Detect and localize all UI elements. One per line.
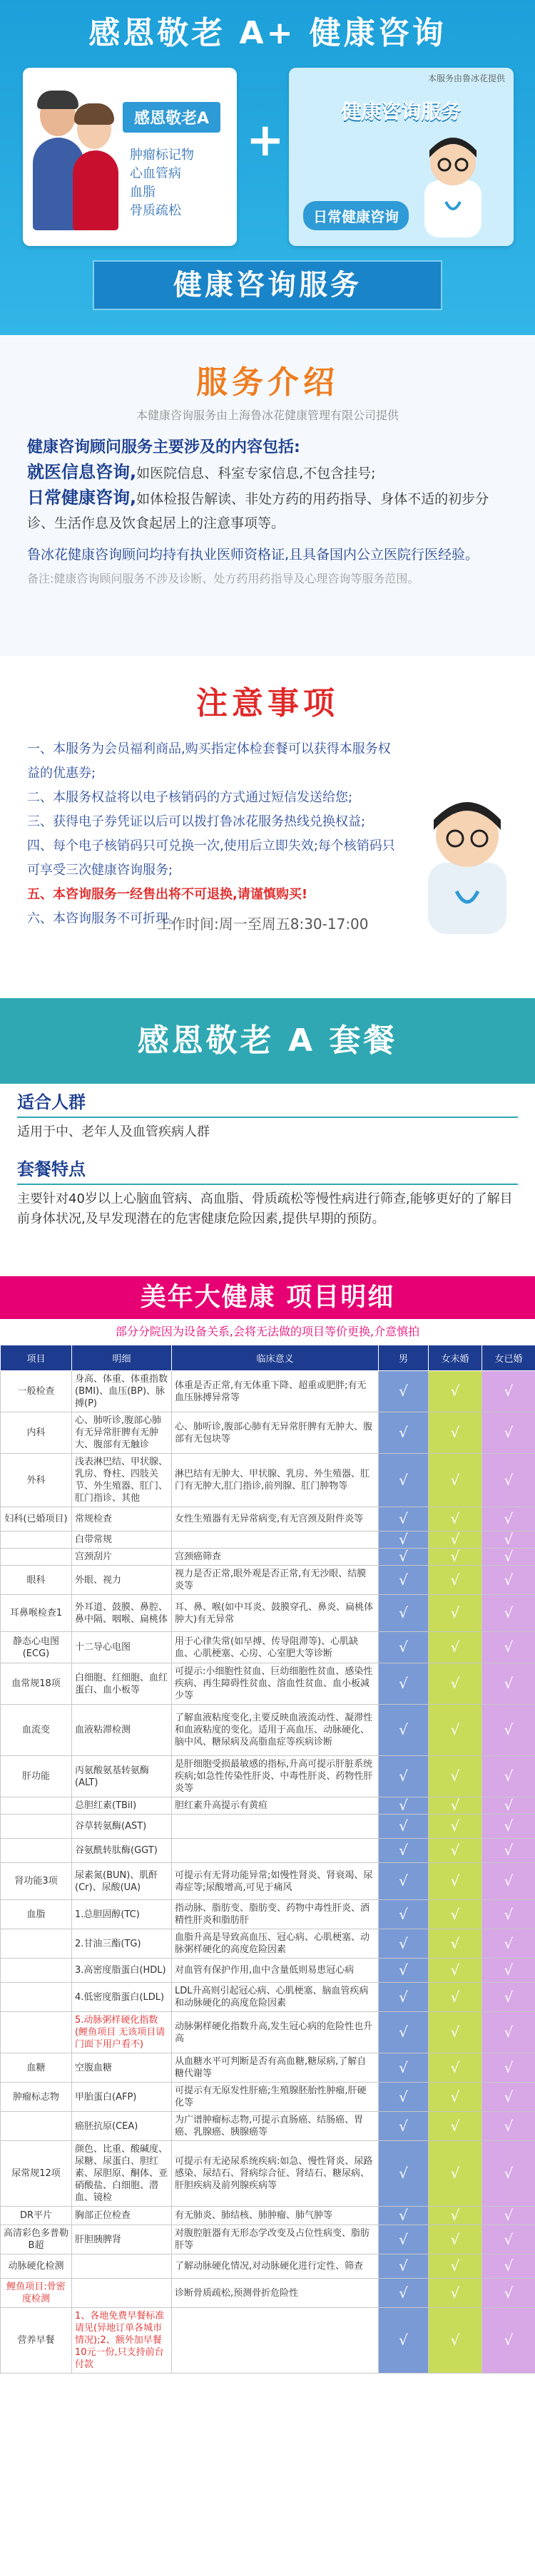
detail-cell: 1.总胆固醇(TC) xyxy=(72,1900,172,1929)
table-row xyxy=(1,1531,535,1549)
check-male: √ xyxy=(379,1549,429,1566)
intro-item: 日常健康咨询,如体检报告解读、非处方药的用药指导、身体不适的初步分诊、生活作息及饮食起居上的注意事项等。 xyxy=(27,488,489,531)
column-header: 女未婚 xyxy=(429,1345,482,1371)
hero-banner xyxy=(0,0,535,335)
project-cell: 肿瘤标志物 xyxy=(1,2083,72,2112)
items-table xyxy=(0,1345,535,2374)
project-cell xyxy=(1,1797,72,1815)
project-cell xyxy=(1,1929,72,1959)
meaning-cell: 耳、鼻、喉(如中耳炎、鼓膜穿孔、鼻炎、扁桃体肿大)有无异常 xyxy=(172,1595,379,1632)
audience-block xyxy=(0,1084,535,1151)
provider-note: 本服务由鲁冰花提供 xyxy=(427,73,505,83)
check-female-single: √ xyxy=(429,2112,482,2141)
detail-cell: 谷氨酰转肽酶(GGT) xyxy=(72,1839,172,1863)
meaning-cell: 是肝细胞受损最敏感的指标,升高可提示肝脏系统疾病;如急性传染性肝炎、中毒性肝炎、药物性肝炎等 xyxy=(172,1756,379,1797)
check-female-single: √ xyxy=(429,1632,482,1663)
check-female-single: √ xyxy=(429,1531,482,1549)
project-cell xyxy=(1,1549,72,1566)
detail-cell: 2.甘油三酯(TG) xyxy=(72,1929,172,1959)
check-female-married: √ xyxy=(482,1900,535,1929)
check-male: √ xyxy=(379,1705,429,1756)
notice-item: 一、本服务为会员福利商品,购买指定体检套餐可以获得本服务权益的优惠券; xyxy=(27,742,391,781)
notice-item: 五、本咨询服务一经售出将不可退换,请谨慎购买! xyxy=(27,887,308,902)
intro-item: 就医信息咨询,如医院信息、科室专家信息,不包含挂号; xyxy=(27,462,376,482)
notice-item: 二、本服务权益将以电子核销码的方式通过短信发送给您; xyxy=(27,790,353,805)
meaning-cell: 可提示:小细胞性贫血、巨幼细胞性贫血、感染性疾病、再生障碍性贫血、溶血性贫血、血小板减少等 xyxy=(172,1663,379,1705)
table-row xyxy=(1,1371,535,1412)
detail-cell: 4.低密度脂蛋白(LDL) xyxy=(72,1983,172,2012)
project-cell xyxy=(1,2012,72,2053)
detail-cell: 宫颈刮片 xyxy=(72,1549,172,1566)
detail-cell: 白带常规 xyxy=(72,1531,172,1549)
audience-text: 适用于中、老年人及血管疾病人群 xyxy=(17,1124,210,1139)
check-female-married: √ xyxy=(482,1566,535,1595)
package-info xyxy=(0,1084,535,1276)
meaning-cell: 心、肺听诊,腹部心肺有无异常肝脾有无肿大、腹部有无包块等 xyxy=(172,1412,379,1454)
check-male: √ xyxy=(379,2053,429,2083)
check-male: √ xyxy=(379,2112,429,2141)
check-female-married: √ xyxy=(482,1983,535,2012)
table-row xyxy=(1,1900,535,1929)
check-female-married: √ xyxy=(482,2112,535,2141)
feature-text: 主要针对40岁以上心脑血管病、高血脂、骨质疏松等慢性病进行筛查,能够更好的了解目前身体状况,及早发现潜在的危害健康危险因素,提供早期的预防。 xyxy=(17,1191,513,1226)
project-cell xyxy=(1,2112,72,2141)
check-male: √ xyxy=(379,2308,429,2374)
check-male: √ xyxy=(379,1632,429,1663)
project-cell: 血糖 xyxy=(1,2053,72,2083)
hero-title: 感恩敬老 A+ 健康咨询 xyxy=(88,15,447,51)
check-male: √ xyxy=(379,1900,429,1929)
check-female-single: √ xyxy=(429,2308,482,2374)
check-male: √ xyxy=(379,2141,429,2207)
table-row xyxy=(1,2012,535,2053)
detail-cell: 胸部正位检查 xyxy=(72,2207,172,2225)
project-cell: 血常规18项 xyxy=(1,1663,72,1705)
check-male: √ xyxy=(379,1531,429,1549)
project-cell xyxy=(1,1531,72,1549)
table-row xyxy=(1,2083,535,2112)
intro-subtitle: 本健康咨询服务由上海鲁冰花健康管理有限公司提供 xyxy=(136,409,399,422)
meaning-cell xyxy=(172,2308,379,2374)
meaning-cell: 从血糖水平可判断是否有高血糖,糖尿病,了解自糖代谢等 xyxy=(172,2053,379,2083)
check-male: √ xyxy=(379,1929,429,1959)
check-male: √ xyxy=(379,1959,429,1983)
check-female-single: √ xyxy=(429,1797,482,1815)
meaning-cell: 指动脉、脂肪变、脂肪变、药物中毒性肝炎、酒精性肝炎和脂肪肝 xyxy=(172,1900,379,1929)
notice-list xyxy=(0,723,399,931)
table-row xyxy=(1,1797,535,1815)
meaning-cell: 了解动脉硬化情况,对动脉硬化进行定性、筛查 xyxy=(172,2254,379,2279)
check-female-married: √ xyxy=(482,2308,535,2374)
project-cell: 动脉硬化检测 xyxy=(1,2254,72,2279)
package-item: 心血管病 xyxy=(130,166,181,181)
detail-cell: 颜色、比重、酸碱度、尿糖、尿蛋白、胆红素、尿胆原、酮体、亚硝酸盐、白细胞、潜血、镜检 xyxy=(72,2141,172,2207)
detail-cell: 丙氨酸氨基转氨酶(ALT) xyxy=(72,1756,172,1797)
notice-item: 四、每个电子核销码只可兑换一次,使用后立即失效;每个核销码只可享受三次健康咨询服务; xyxy=(27,838,395,878)
doctor-icon xyxy=(414,791,521,934)
table-row xyxy=(1,2141,535,2207)
check-female-single: √ xyxy=(429,1507,482,1531)
detail-cell: 浅表淋巴结、甲状腺、乳房、脊柱、四肢关节、外生殖器、肛门、肛门指诊、其他 xyxy=(72,1454,172,1507)
check-female-married: √ xyxy=(482,1454,535,1507)
service-title: 健康咨询服务 xyxy=(341,100,462,123)
table-row xyxy=(1,2254,535,2279)
detail-cell: 3.高密度脂蛋白(HDL) xyxy=(72,1959,172,1983)
check-female-single: √ xyxy=(429,1705,482,1756)
intro-section xyxy=(0,335,535,656)
check-male: √ xyxy=(379,1371,429,1412)
table-row xyxy=(1,1756,535,1797)
notice-section xyxy=(0,656,535,998)
detail-cell: 外眼、视力 xyxy=(72,1566,172,1595)
check-female-single: √ xyxy=(429,2053,482,2083)
project-cell: DR平片 xyxy=(1,2207,72,2225)
table-row xyxy=(1,2225,535,2254)
meaning-cell: 诊断骨质疏松,预测骨折危险性 xyxy=(172,2279,379,2308)
check-female-married: √ xyxy=(482,2053,535,2083)
meaning-cell: 了解血液粘度变化,主要反映血液流动性、凝滞性和血液粘度的变化。适用于高血压、动脉硬化、脑中风、糖尿病及高脂血症等疾病诊断 xyxy=(172,1705,379,1756)
detail-cell: 尿素氮(BUN)、肌酐(Cr)、尿酸(UA) xyxy=(72,1863,172,1900)
meaning-cell: 对腹腔脏器有无形态学改变及占位性病变、脂肪肝等 xyxy=(172,2225,379,2254)
table-row xyxy=(1,1454,535,1507)
meaning-cell: 可提示有无肾功能异常;如慢性肾炎、肾衰竭、尿毒症等;尿酸增高,可见于痛风 xyxy=(172,1863,379,1900)
table-subtitle: 部分分院因为设备关系,会将无法做的项目等价更换,介意慎拍 xyxy=(0,1319,535,1345)
table-row xyxy=(1,2207,535,2225)
project-cell: 血脂 xyxy=(1,1900,72,1929)
check-male: √ xyxy=(379,1863,429,1900)
project-cell: 外科 xyxy=(1,1454,72,1507)
detail-cell xyxy=(72,2279,172,2308)
intro-body xyxy=(0,423,535,591)
project-cell: 血流变 xyxy=(1,1705,72,1756)
table-header-row xyxy=(1,1345,535,1371)
meaning-cell: 血脂升高是导致高血压、冠心病、心肌梗塞、动脉粥样硬化的高度危险因素 xyxy=(172,1929,379,1959)
elderly-couple-image xyxy=(33,88,118,230)
project-cell: 肾功能3项 xyxy=(1,1863,72,1900)
check-female-single: √ xyxy=(429,2083,482,2112)
meaning-cell: 体重是否正常,有无体重下降、超重或肥胖;有无血压脉搏异常等 xyxy=(172,1371,379,1412)
check-male: √ xyxy=(379,2012,429,2053)
check-female-single: √ xyxy=(429,1454,482,1507)
package-item: 血脂 xyxy=(130,185,156,200)
package-tag: 感恩敬老A xyxy=(123,102,220,133)
check-female-married: √ xyxy=(482,1756,535,1797)
detail-cell: 谷草转氨酶(AST) xyxy=(72,1815,172,1839)
project-cell xyxy=(1,1815,72,1839)
doctor-icon xyxy=(414,130,492,237)
table-row xyxy=(1,1507,535,1531)
package-item: 骨质疏松 xyxy=(130,203,181,218)
check-female-married: √ xyxy=(482,1507,535,1531)
check-male: √ xyxy=(379,1839,429,1863)
meaning-cell: 淋巴结有无肿大、甲状腺、乳房、外生殖器、肛门有无肿大,肛门指诊,前列腺、肛门肿物等 xyxy=(172,1454,379,1507)
detail-cell xyxy=(72,2254,172,2279)
check-female-single: √ xyxy=(429,1566,482,1595)
check-female-single: √ xyxy=(429,1663,482,1705)
meaning-cell xyxy=(172,1839,379,1863)
meaning-cell xyxy=(172,1815,379,1839)
check-female-single: √ xyxy=(429,1863,482,1900)
table-row xyxy=(1,1705,535,1756)
check-female-single: √ xyxy=(429,2279,482,2308)
meaning-cell: 女性生殖器有无异常病变,有无宫颈及附件炎等 xyxy=(172,1507,379,1531)
notice-item: 三、获得电子券凭证以后可以拨打鲁冰花服务热线兑换权益; xyxy=(27,814,366,829)
detail-cell: 空腹血糖 xyxy=(72,2053,172,2083)
check-female-single: √ xyxy=(429,1371,482,1412)
check-female-married: √ xyxy=(482,1371,535,1412)
check-male: √ xyxy=(379,2279,429,2308)
meaning-cell: 有无肺炎、肺结核、肺肿瘤、肺气肿等 xyxy=(172,2207,379,2225)
check-female-married: √ xyxy=(482,1839,535,1863)
check-female-single: √ xyxy=(429,1839,482,1863)
project-cell: 尿常规12项 xyxy=(1,2141,72,2207)
column-header: 明细 xyxy=(72,1345,172,1371)
column-header: 女已婚 xyxy=(482,1345,535,1371)
check-male: √ xyxy=(379,1815,429,1839)
project-cell: 一般检查 xyxy=(1,1371,72,1412)
check-male: √ xyxy=(379,1454,429,1507)
check-female-married: √ xyxy=(482,1797,535,1815)
meaning-cell: 对血管有保护作用,血中含量低则易患冠心病 xyxy=(172,1959,379,1983)
detail-cell: 心、肺听诊,腹部心肺有无异常肝脾有无肿大、腹部有无触诊 xyxy=(72,1412,172,1454)
check-male: √ xyxy=(379,1595,429,1632)
detail-cell: 白细胞、红细胞、血红蛋白、血小板等 xyxy=(72,1663,172,1705)
project-cell xyxy=(1,1959,72,1983)
table-row xyxy=(1,2053,535,2083)
check-female-single: √ xyxy=(429,2141,482,2207)
table-row xyxy=(1,1983,535,2012)
column-header: 临床意义 xyxy=(172,1345,379,1371)
table-row xyxy=(1,1412,535,1454)
check-female-single: √ xyxy=(429,2207,482,2225)
check-female-married: √ xyxy=(482,1412,535,1454)
check-female-single: √ xyxy=(429,1900,482,1929)
check-female-married: √ xyxy=(482,1959,535,1983)
detail-cell: 5.动脉粥样硬化指数(鲤鱼项目 无该项目请门面下用户看不) xyxy=(72,2012,172,2053)
check-female-married: √ xyxy=(482,1929,535,1959)
table-row xyxy=(1,1566,535,1595)
check-male: √ xyxy=(379,1566,429,1595)
table-row xyxy=(1,1595,535,1632)
check-female-single: √ xyxy=(429,1549,482,1566)
meaning-cell: 宫颈癌筛查 xyxy=(172,1549,379,1566)
check-female-married: √ xyxy=(482,1549,535,1566)
detail-cell: 甲胎蛋白(AFP) xyxy=(72,2083,172,2112)
table-row xyxy=(1,2112,535,2141)
feature-block xyxy=(0,1151,535,1238)
check-female-married: √ xyxy=(482,2207,535,2225)
project-cell xyxy=(1,1983,72,2012)
check-female-married: √ xyxy=(482,1815,535,1839)
table-row xyxy=(1,2279,535,2308)
check-male: √ xyxy=(379,2083,429,2112)
column-header: 男 xyxy=(379,1345,429,1371)
check-female-married: √ xyxy=(482,2141,535,2207)
check-male: √ xyxy=(379,1412,429,1454)
service-card xyxy=(289,68,514,246)
project-cell xyxy=(1,1839,72,1863)
work-time: 工作时间:周一至周五8:30-17:00 xyxy=(157,915,369,933)
meaning-cell: 可提示有无泌尿系统疾病:如急、慢性肾炎、尿路感染、尿结石、肾病综合征、肾结石、糖尿病、肝胆疾病及前列腺疾病等 xyxy=(172,2141,379,2207)
detail-cell: 外耳道、鼓膜、鼻腔、鼻中隔、咽喉、扁桃体 xyxy=(72,1595,172,1632)
check-female-married: √ xyxy=(482,1632,535,1663)
package-title-bar: 感恩敬老 A 套餐 xyxy=(0,998,535,1084)
detail-cell: 常规检查 xyxy=(72,1507,172,1531)
check-male: √ xyxy=(379,1507,429,1531)
check-male: √ xyxy=(379,1983,429,2012)
service-ribbon: 健康咨询服务 xyxy=(93,260,442,310)
table-row xyxy=(1,1663,535,1705)
check-female-single: √ xyxy=(429,2254,482,2279)
project-cell: 营养早餐 xyxy=(1,2308,72,2374)
check-male: √ xyxy=(379,1756,429,1797)
notice-title: 注意事项 xyxy=(196,685,339,722)
table-row xyxy=(1,1959,535,1983)
table-row xyxy=(1,1815,535,1839)
table-title: 美年大健康 项目明细 xyxy=(0,1276,535,1319)
check-female-single: √ xyxy=(429,1929,482,1959)
service-tag: 日常健康咨询 xyxy=(303,201,409,230)
meaning-cell: 用于心律失常(如早搏、传导阻滞等)、心肌缺血、心肌梗塞、心房、心室肥大等诊断 xyxy=(172,1632,379,1663)
check-male: √ xyxy=(379,2207,429,2225)
column-header: 项目 xyxy=(1,1345,72,1371)
check-female-married: √ xyxy=(482,1595,535,1632)
meaning-cell: 可提示有无原发性肝癌;生殖腺胚胎性肿瘤,肝硬化等 xyxy=(172,2083,379,2112)
project-cell: 耳鼻喉检查1 xyxy=(1,1595,72,1632)
detail-cell: 肝胆胰脾肾 xyxy=(72,2225,172,2254)
meaning-cell: 视力是否正常,眼外观是否正常,有无沙眼、结膜炎等 xyxy=(172,1566,379,1595)
check-female-married: √ xyxy=(482,1531,535,1549)
check-female-single: √ xyxy=(429,1815,482,1839)
project-cell: 静态心电图(ECG) xyxy=(1,1632,72,1663)
table-row xyxy=(1,1549,535,1566)
check-female-married: √ xyxy=(482,2225,535,2254)
meaning-cell: LDL升高则引起冠心病、心肌梗塞、脑血管疾病和动脉硬化的高度危险因素 xyxy=(172,1983,379,2012)
detail-cell: 1、各地免费早餐标准请见(异地订单各城市情况);2、额外加早餐10元一份,只支持前台付款 xyxy=(72,2308,172,2374)
check-male: √ xyxy=(379,2254,429,2279)
check-female-single: √ xyxy=(429,2225,482,2254)
project-cell: 妇科(已婚项目) xyxy=(1,1507,72,1531)
intro-lead: 健康咨询顾问服务主要涉及的内容包括: xyxy=(27,438,300,456)
table-row xyxy=(1,1839,535,1863)
meaning-cell xyxy=(172,1531,379,1549)
detail-cell: 癌胚抗原(CEA) xyxy=(72,2112,172,2141)
feature-heading: 套餐特点 xyxy=(17,1159,86,1179)
notice-item: 六、本咨询服务不可折现。 xyxy=(27,911,181,926)
detail-cell: 十二导心电图 xyxy=(72,1632,172,1663)
project-cell: 鲤鱼项目:骨密度检测 xyxy=(1,2279,72,2308)
check-female-single: √ xyxy=(429,1412,482,1454)
package-item: 肿瘤标记物 xyxy=(130,148,194,163)
table-row xyxy=(1,1863,535,1900)
check-female-married: √ xyxy=(482,1863,535,1900)
check-female-single: √ xyxy=(429,2012,482,2053)
project-cell: 眼科 xyxy=(1,1566,72,1595)
detail-cell: 血液粘滞检测 xyxy=(72,1705,172,1756)
intro-remark: 备注:健康咨询顾问服务不涉及诊断、处方药用药指导及心理咨询等服务范围。 xyxy=(27,572,419,585)
check-female-married: √ xyxy=(482,2254,535,2279)
project-cell: 内科 xyxy=(1,1412,72,1454)
audience-heading: 适合人群 xyxy=(17,1092,86,1112)
check-male: √ xyxy=(379,1663,429,1705)
check-female-married: √ xyxy=(482,1705,535,1756)
detail-cell: 总胆红素(TBil) xyxy=(72,1797,172,1815)
meaning-cell: 为广谱肿瘤标志物,可提示直肠癌、结肠癌、胃癌、乳腺癌、胰腺癌等 xyxy=(172,2112,379,2141)
intro-note: 鲁冰花健康咨询顾问均持有执业医师资格证,且具备国内公立医院行医经验。 xyxy=(27,547,479,563)
meaning-cell: 动脉粥样硬化指数升高,发生冠心病的危险性也升高 xyxy=(172,2012,379,2053)
project-cell: 高清彩色多普勒B超 xyxy=(1,2225,72,2254)
table-row xyxy=(1,1632,535,1663)
check-female-married: √ xyxy=(482,2083,535,2112)
package-card xyxy=(23,68,237,246)
table-row xyxy=(1,1929,535,1959)
check-female-single: √ xyxy=(429,1595,482,1632)
table-row xyxy=(1,2308,535,2374)
meaning-cell: 胆红素升高提示有黄疸 xyxy=(172,1797,379,1815)
check-female-married: √ xyxy=(482,2279,535,2308)
check-female-single: √ xyxy=(429,1756,482,1797)
check-male: √ xyxy=(379,2225,429,2254)
project-cell: 肝功能 xyxy=(1,1756,72,1797)
plus-icon: + xyxy=(246,114,285,167)
detail-cell: 身高、体重、体重指数(BMI)、血压(BP)、脉搏(P) xyxy=(72,1371,172,1412)
check-male: √ xyxy=(379,1797,429,1815)
check-female-married: √ xyxy=(482,1663,535,1705)
package-item-list xyxy=(130,146,194,220)
intro-title: 服务介绍 xyxy=(196,364,339,401)
check-female-single: √ xyxy=(429,1983,482,2012)
check-female-married: √ xyxy=(482,2012,535,2053)
check-female-single: √ xyxy=(429,1959,482,1983)
